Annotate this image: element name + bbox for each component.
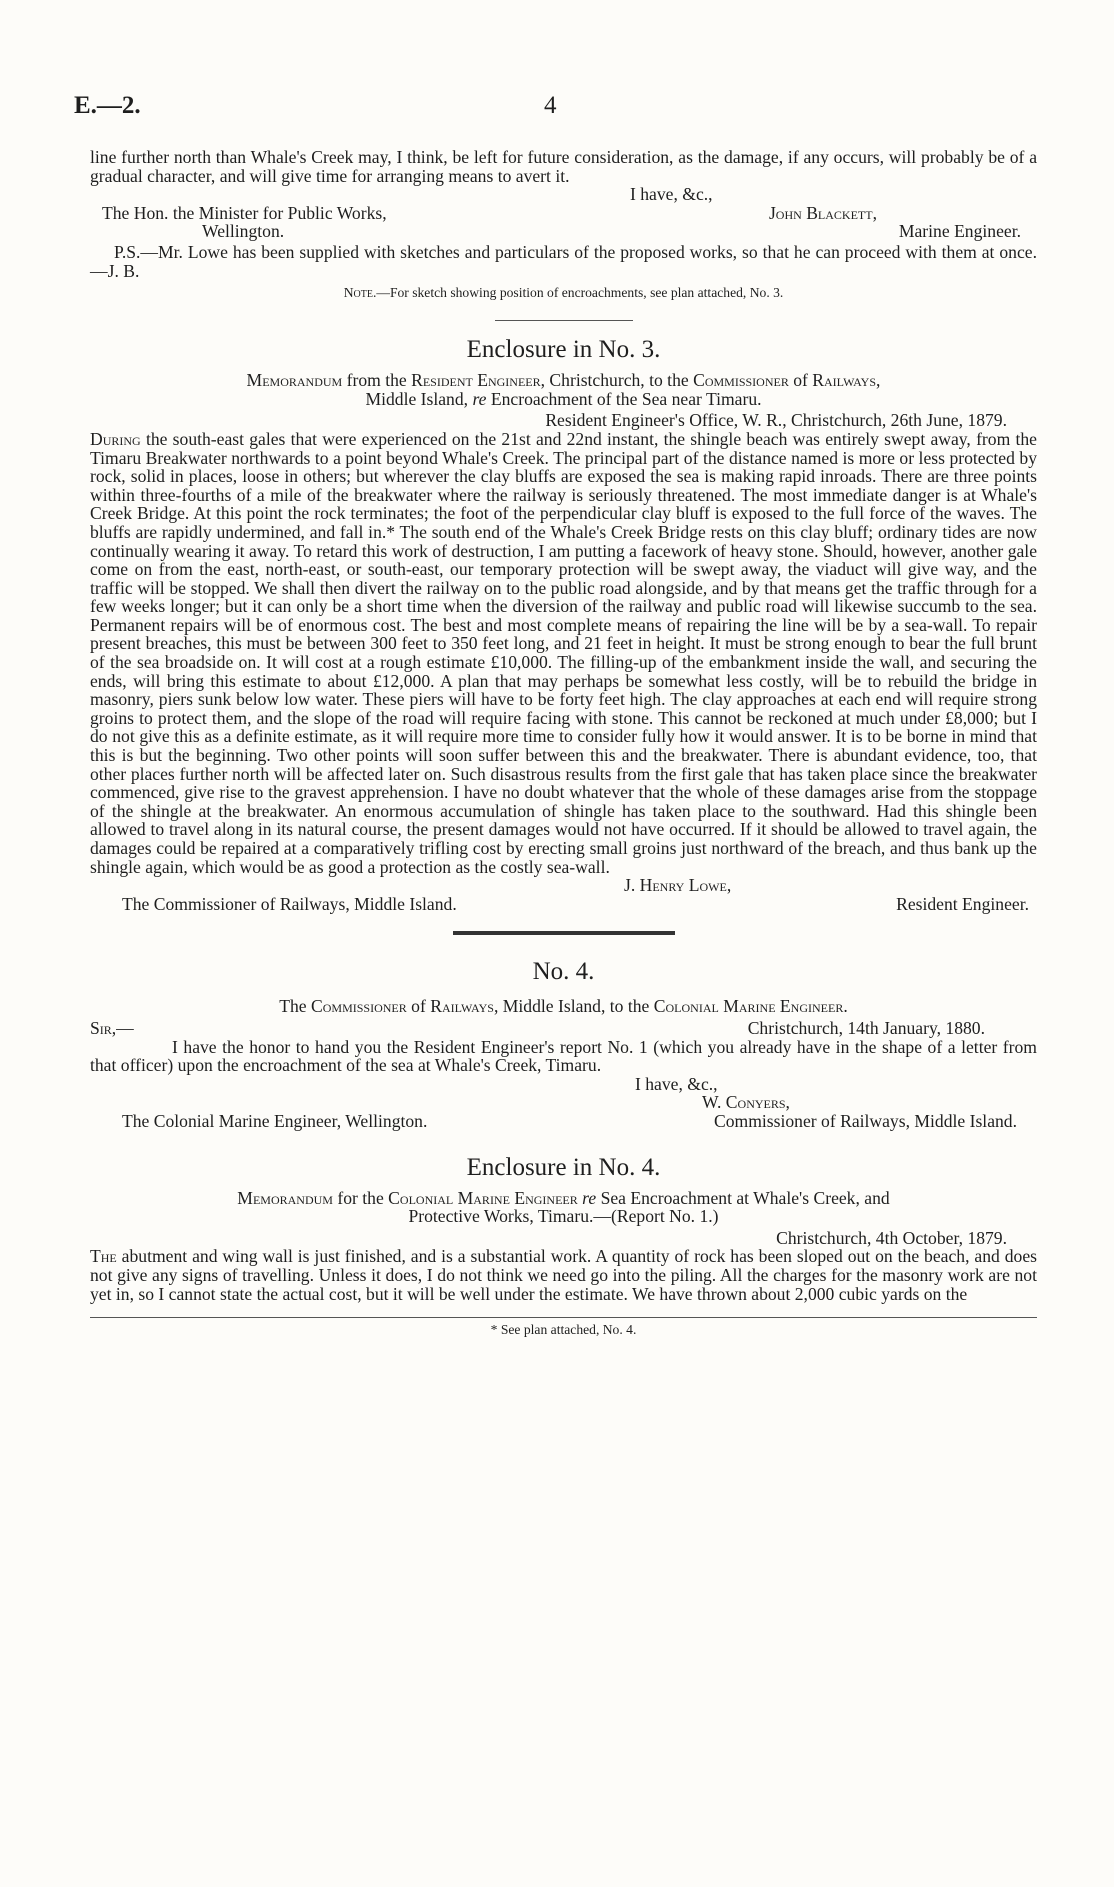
- dateline: Christchurch, 4th October, 1879.: [776, 1227, 1007, 1248]
- memo-heading: Memorandum for the Colonial Marine Engineer re Sea Encroachment at Whale's Creek, and Protective Works, Timaru.—(Report No. 1.): [237, 1187, 890, 1227]
- addressee: The Hon. the Minister for Public Works,: [102, 202, 387, 223]
- letter-body: I have the honor to hand you the Resident Engineer's report No. 1 (which you already have in the shape of a letter from that officer) upon the encroachment of the sea at Whale's Creek, Timaru.: [90, 1036, 1037, 1076]
- continued-paragraph: line further north than Whale's Creek may, I think, be left for future consideration, as the damage, if any occurs, will probably be of a gradual character, and will give time for arranging means to avert it.: [90, 147, 1037, 186]
- memo-heading: Memorandum from the Resident Engineer, Christchurch, to the Commissioner of Railways, Middle Island, re Encroachment of the Sea near Timaru.: [246, 370, 881, 409]
- addressee: The Commissioner of Railways, Middle Island.: [122, 893, 457, 914]
- dateline: Resident Engineer's Office, W. R., Christchurch, 26th June, 1879.: [545, 410, 1007, 431]
- paper-code: E.—2.: [74, 92, 141, 119]
- section-heading: Enclosure in No. 3.: [466, 336, 661, 364]
- signer-title: Marine Engineer.: [898, 221, 1021, 242]
- footnote-rule: [90, 1317, 1037, 1318]
- dateline: Christchurch, 14th January, 1880.: [747, 1017, 985, 1038]
- section-heading: Enclosure in No. 4.: [466, 1153, 661, 1181]
- closing: I have, &c.,: [635, 1073, 718, 1094]
- signer: J. Henry Lowe,: [624, 875, 732, 896]
- salutation-row: [90, 1019, 1037, 1038]
- closing: I have, &c.,: [630, 184, 713, 205]
- letter-heading: The Commissioner of Railways, Middle Island, to the Colonial Marine Engineer.: [279, 996, 848, 1017]
- signer-title: Resident Engineer.: [896, 893, 1029, 914]
- note: [90, 284, 1037, 302]
- lead-word: During: [90, 428, 141, 449]
- page-number: 4: [544, 92, 557, 119]
- signer: John Blackett,: [768, 202, 877, 223]
- memo-body: The abutment and wing wall is just finished, and is a substantial work. A quantity of rock has been sloped out on the beach, and does not give any signs of travelling. Unless it does, I do not think we need go into the piling. All the charges for the masonry work are not yet in, so I cannot state the actual cost, but it will be well under the estimate. We have thrown about 2,000 cubic yards on the: [90, 1246, 1037, 1304]
- signature-row: [90, 222, 1037, 241]
- signer-title: Commissioner of Railways, Middle Island.: [714, 1110, 1017, 1131]
- note-label: Note.: [343, 285, 377, 301]
- text-column: [90, 148, 1037, 1339]
- signature-row: [90, 204, 1037, 223]
- section-heading: No. 4.: [532, 958, 595, 986]
- memo-body: During the south-east gales that were experienced on the 21st and 22nd instant, the shingle beach was entirely swept away, from the Timaru Breakwater northwards to a point beyond Whale's Creek. The principal part of the distance named is more or less protected by rock, solid in places, loose in others; but wherever the clay bluffs are exposed the sea is making rapid inroads. There are three points within three-fourths of a mile of the breakwater where the railway is seriously threatened. The most immediate danger is at Whale's Creek Bridge. At this point the rock terminates; the foot of the perpendicular clay bluff is exposed to the full force of the waves. The bluffs are rapidly undermined, and fall in.* The south end of the Whale's Creek Bridge rests on this clay bluff; ordinary tides are now continually wearing it away. To retard this work of destruction, I am putting a facework of heavy stone. Should, however, another gale come on from the east, north-east, or south-east, our temporary protection will be swept away, the viaduct will give way, and the traffic will be stopped. We shall then divert the railway on to the public road alongside, and by that means get the traffic through for a few weeks longer; but it can only be a short time when the diversion of the railway and public road will likewise succumb to the sea. Permanent repairs will be of enormous cost. The best and most complete means of repairing the line will be by a sea-wall. To repair present breaches, this must be between 300 feet to 350 feet long, and 21 feet in height. It must be strong enough to bear the full brunt of the sea broadside on. It will cost at a rough estimate £10,000. The filling-up of the embankment inside the wall, and securing the ends, will bring this estimate to about £12,000. A plan that may perhaps be somewhat less costly, will be to rebuild the bridge in masonry, piers sunk below low water. These piers will have to be forty feet high. The clay approaches at each end will require strong groins to protect them, and the slope of the road will require facing with stone. This cannot be reckoned at much under £8,000; but I do not give this as a definite estimate, as it will require more time to consider fully how it would answer. It is to be borne in mind that this is but the beginning. Two other points will soon suffer between this and the breakwater. There is abundant evidence, too, that other places further north will be affected later on. Such disastrous results from the first gale that has taken place since the breakwater commenced, give rise to the gravest apprehension. I have no doubt whatever that the whole of these damages arise from the stoppage of the shingle at the breakwater. An enormous accumulation of shingle has taken place to the southward. Had this shingle been allowed to travel along in its natural course, the present damages would not have occurred. If it should be allowed to travel again, the damages could be repaired at a comparatively trifling cost by erecting small groins just northward of the breach, and thus bank up the shingle again, which would be as good a protection as the costly sea-wall.: [90, 428, 1037, 877]
- postscript: P.S.—Mr. Lowe has been supplied with sketches and particulars of the proposed works, so that he can proceed with them at once.—J. B.: [90, 241, 1037, 281]
- note-text: —For sketch showing position of encroachments, see plan attached, No. 3.: [376, 285, 784, 301]
- addressee-city: Wellington.: [202, 221, 285, 242]
- memo-label: Memorandum: [237, 1187, 333, 1208]
- signature-row: [90, 895, 1037, 914]
- signer: W. Conyers,: [702, 1092, 790, 1113]
- footnote: * See plan attached, No. 4.: [490, 1322, 637, 1338]
- memo-label: Memorandum: [246, 370, 343, 391]
- signature-row: [90, 1112, 1037, 1131]
- salutation: Sir,—: [90, 1017, 134, 1038]
- page-header: [74, 92, 1040, 126]
- addressee: The Colonial Marine Engineer, Wellington.: [122, 1110, 428, 1131]
- lead-word: The: [90, 1246, 117, 1267]
